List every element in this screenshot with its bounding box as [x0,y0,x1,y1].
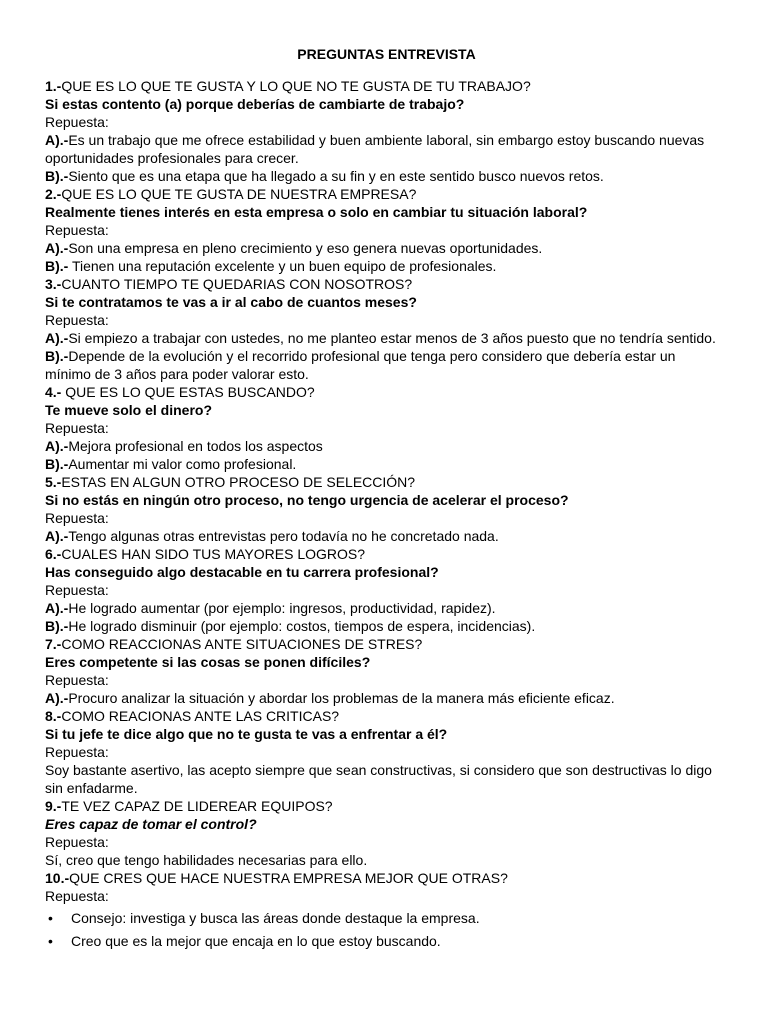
question-6-subtitle: Has conseguido algo destacable en tu carrera profesional? [45,564,439,580]
answer-3a: A).-Si empiezo a trabajar con ustedes, no me planteo estar menos de 3 años puesto que no tendría sentido. [45,330,716,346]
question-block-6 [45,545,728,635]
question-4-subtitle: Te mueve solo el dinero? [45,402,213,418]
question-block-10 [45,869,728,950]
answer-9: Sí, creo que tengo habilidades necesarias para ello. [45,852,368,868]
question-7-subtitle: Eres competente si las cosas se ponen difíciles? [45,654,371,670]
answer-label: Repuesta: [45,312,109,328]
question-8-subtitle: Si tu jefe te dice algo que no te gusta te vas a enfrentar a él? [45,726,448,742]
question-1-subtitle: Si estas contento (a) porque deberías de cambiarte de trabajo? [45,96,465,112]
answer-2b: B).- Tienen una reputación excelente y un buen equipo de profesionales. [45,258,497,274]
question-2: 2.-QUE ES LO QUE TE GUSTA DE NUESTRA EMPRESA? [45,186,417,202]
answer-4b: B).-Aumentar mi valor como profesional. [45,456,297,472]
answer-label: Repuesta: [45,888,109,904]
answer-1b: B).-Siento que es una etapa que ha llegado a su fin y en este sentido busco nuevos retos. [45,168,604,184]
answer-2a: A).-Son una empresa en pleno crecimiento y eso genera nuevas oportunidades. [45,240,543,256]
question-3-subtitle: Si te contratamos te vas a ir al cabo de cuantos meses? [45,294,417,310]
bullet-icon: • [48,933,53,949]
question-block-9 [45,797,728,869]
question-5-subtitle: Si no estás en ningún otro proceso, no tengo urgencia de acelerar el proceso? [45,492,569,508]
question-3: 3.-CUANTO TIEMPO TE QUEDARIAS CON NOSOTROS? [45,276,413,292]
answer-5a: A).-Tengo algunas otras entrevistas pero todavía no he concretado nada. [45,528,499,544]
answer-7a: A).-Procuro analizar la situación y abordar los problemas de la manera más eficiente eficaz. [45,690,615,706]
question-8: 8.-COMO REACIONAS ANTE LAS CRITICAS? [45,708,340,724]
question-block-2 [45,185,728,275]
bullet-text: Creo que es la mejor que encaja en lo que estoy buscando. [71,933,441,949]
question-block-3 [45,275,728,383]
answer-1a: A).-Es un trabajo que me ofrece estabilidad y buen ambiente laboral, sin embargo estoy buscando nuevas oportunidades profesionales para crecer. [45,132,705,166]
bullet-icon: • [48,910,53,926]
answer-8: Soy bastante asertivo, las acepto siempre que sean constructivas, si considero que son destructivas lo digo sin enfadarme. [45,762,712,796]
question-10: 10.-QUE CRES QUE HACE NUESTRA EMPRESA MEJOR QUE OTRAS? [45,870,508,886]
question-4: 4.- QUE ES LO QUE ESTAS BUSCANDO? [45,384,315,400]
question-6: 6.-CUALES HAN SIDO TUS MAYORES LOGROS? [45,546,366,562]
answer-label: Repuesta: [45,744,109,760]
question-block-4 [45,383,728,473]
answer-label: Repuesta: [45,114,109,130]
answer-label: Repuesta: [45,834,109,850]
document-title: PREGUNTAS ENTREVISTA [297,46,476,62]
question-block-7 [45,635,728,707]
answer-6a: A).-He logrado aumentar (por ejemplo: ingresos, productividad, rapidez). [45,600,496,616]
question-9: 9.-TE VEZ CAPAZ DE LIDEREAR EQUIPOS? [45,798,333,814]
answer-label: Repuesta: [45,420,109,436]
question-2-subtitle: Realmente tienes interés en esta empresa o solo en cambiar tu situación laboral? [45,204,588,220]
answer-4a: A).-Mejora profesional en todos los aspectos [45,438,323,454]
answer-3b: B).-Depende de la evolución y el recorrido profesional que tenga pero considero que debería estar un mínimo de 3 años para poder valorar esto. [45,348,676,382]
question-1: 1.-QUE ES LO QUE TE GUSTA Y LO QUE NO TE GUSTA DE TU TRABAJO? [45,78,531,94]
question-7: 7.-COMO REACCIONAS ANTE SITUACIONES DE STRES? [45,636,423,652]
question-5: 5.-ESTAS EN ALGUN OTRO PROCESO DE SELECCIÓN? [45,474,416,490]
question-block-1 [45,77,728,185]
bullet-text: Consejo: investiga y busca las áreas donde destaque la empresa. [71,910,480,926]
question-block-8 [45,707,728,797]
question-9-subtitle: Eres capaz de tomar el control? [45,816,257,832]
answer-6b: B).-He logrado disminuir (por ejemplo: costos, tiempos de espera, incidencias). [45,618,536,634]
answer-label: Repuesta: [45,510,109,526]
question-block-5 [45,473,728,545]
bullet-item [45,909,728,927]
answer-label: Repuesta: [45,582,109,598]
answer-label: Repuesta: [45,222,109,238]
answer-label: Repuesta: [45,672,109,688]
bullet-item [45,932,728,950]
